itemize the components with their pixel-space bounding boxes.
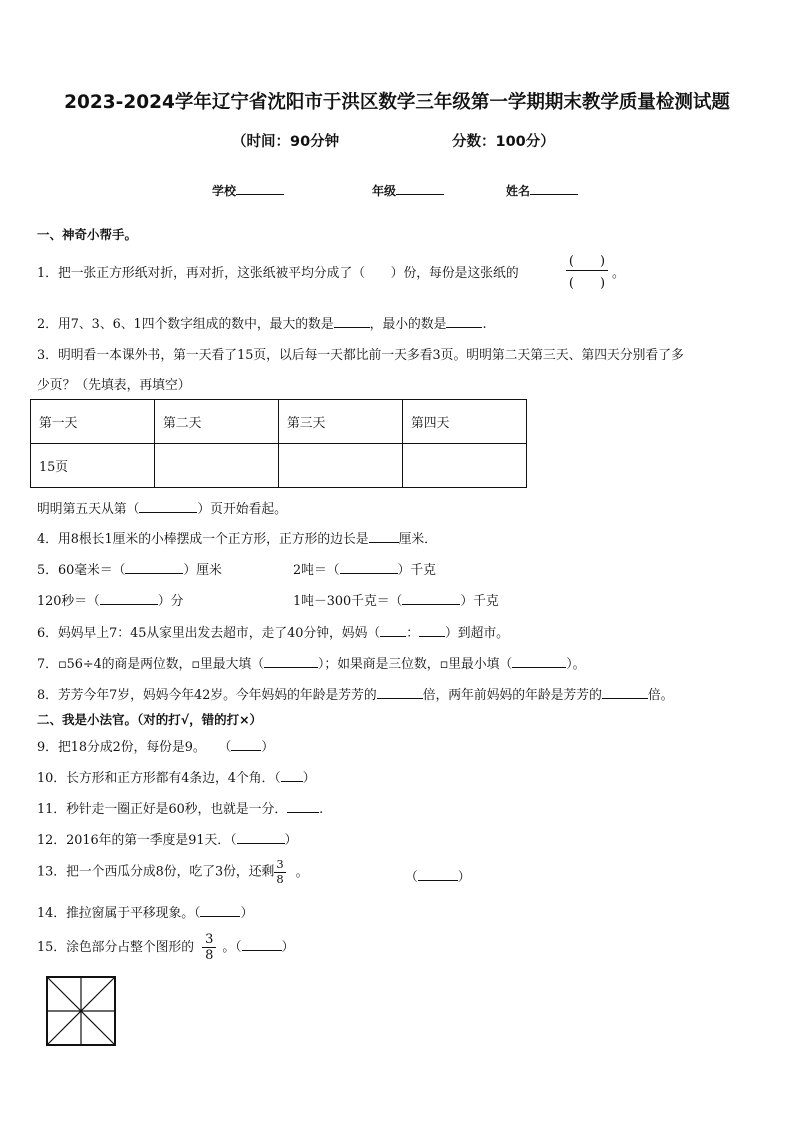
table-cell-day4[interactable] (403, 444, 527, 488)
q11-blank[interactable] (287, 800, 319, 813)
q15-frac-num: 3 (202, 932, 216, 948)
page-title: 2023-2024学年辽宁省沈阳市于洪区数学三年级第一学期期末教学质量检测试题 (64, 92, 730, 113)
q13-frac-den: 8 (276, 871, 284, 886)
q7-blank-min[interactable] (512, 655, 566, 668)
question-2 (37, 313, 487, 332)
q5-c2: ）分 (157, 594, 184, 609)
q6-b: ： (406, 626, 419, 641)
q6-blank-hour[interactable] (380, 624, 406, 637)
q10-blank[interactable] (281, 769, 303, 782)
table-row (31, 444, 527, 488)
question-7 (37, 653, 585, 672)
name-blank[interactable] (530, 182, 578, 195)
question-3-line2: 少页？（先填表，再填空） (37, 378, 191, 393)
question-1 (37, 262, 519, 281)
q1-end: 。 (612, 266, 625, 281)
name-label: 姓名 (506, 184, 531, 198)
q8-b: 倍，两年前妈妈的年龄是芳芳的 (422, 688, 602, 703)
table-cell-day3[interactable] (279, 444, 403, 488)
q13-blank[interactable] (418, 868, 458, 881)
q5-b2: ）千克 (397, 563, 436, 578)
q5-a2: ）厘米 (183, 563, 222, 578)
grade-label: 年级 (372, 184, 397, 198)
q14-a: 14．推拉窗属于平移现象。（ (37, 906, 201, 921)
q6-blank-minute[interactable] (419, 624, 445, 637)
q8-a: 8．芳芳今年7岁，妈妈今年42岁。今年妈妈的年龄是芳芳的 (37, 688, 377, 703)
q7-blank-max[interactable] (264, 655, 318, 668)
q3-after-a: 明明第五天从第（ (37, 502, 140, 517)
q5-c1: 120秒＝（ (37, 594, 100, 609)
q14-b: ） (240, 906, 254, 921)
name-field[interactable] (506, 182, 578, 199)
q5-b1: 2吨＝（ (293, 563, 340, 578)
table-cell-day1: 15页 (31, 444, 155, 488)
q8-c: 倍。 (647, 688, 674, 703)
q1-text: 1．把一张正方形纸对折，再对折，这张纸被平均分成了（ ）份，每份是这张纸的 (37, 266, 519, 281)
exam-score: 分数：100分） (452, 134, 555, 150)
reading-table (30, 399, 527, 488)
q2-text-c: . (482, 317, 487, 332)
q1-frac-bottom[interactable]: ( ) (568, 276, 606, 291)
q4-text-b: 厘米． (398, 532, 437, 547)
q6-a: 6．妈妈早上7：45从家里出发去超市，走了40分钟，妈妈（ (37, 626, 381, 641)
q4-blank[interactable] (369, 530, 399, 543)
question-4 (37, 528, 437, 547)
question-5b (293, 559, 436, 578)
q15-b: 。（ (222, 940, 242, 955)
q13-a: 13．把一个西瓜分成8份，吃了3份，还剩 (37, 864, 275, 880)
q8-blank-1[interactable] (377, 686, 423, 699)
q8-blank-2[interactable] (602, 686, 648, 699)
q5-d1: 1吨－300千克＝（ (293, 594, 403, 609)
question-12 (37, 829, 297, 848)
q2-blank-min[interactable] (446, 315, 482, 328)
q9-b: ） (261, 740, 275, 755)
school-blank[interactable] (236, 182, 284, 195)
question-8 (37, 684, 673, 703)
grade-field[interactable] (372, 182, 444, 199)
table-cell-day2[interactable] (155, 444, 279, 488)
q15-a: 15．涂色部分占整个图形的 (37, 940, 195, 955)
q4-text-a: 4．用8根长1厘米的小棒摆成一个正方形，正方形的边长是 (37, 532, 369, 547)
q12-blank[interactable] (237, 831, 285, 844)
q2-text-b: ，最小的数是 (369, 317, 447, 332)
q13-fraction (274, 858, 285, 886)
q5-a1: 5．60毫米＝（ (37, 563, 126, 578)
q2-blank-max[interactable] (334, 315, 370, 328)
q13-c: （ (405, 870, 418, 885)
exam-time: （时间：90分钟 (232, 134, 340, 150)
q12-b: ） (284, 833, 298, 848)
q13-d: ） (457, 870, 471, 885)
q11-a: 11．秒针走一圈正好是60秒，也就是一分． (37, 802, 288, 817)
question-15 (37, 932, 294, 963)
q15-blank[interactable] (242, 938, 282, 951)
table-header: 第二天 (155, 400, 279, 444)
grade-blank[interactable] (396, 182, 444, 195)
q7-a: 7．▫56÷4的商是两位数，▫里最大填（ (37, 657, 264, 672)
question-5c (37, 590, 183, 609)
q6-c: ）到超市。 (444, 626, 509, 641)
school-field[interactable] (212, 182, 284, 199)
q5-blank-a[interactable] (125, 561, 183, 574)
school-label: 学校 (212, 184, 237, 198)
question-3-line1: 3．明明看一本课外书，第一天看了15页，以后每一天都比前一天多看3页。明明第二天第三天、第四天分别看了多 (37, 348, 684, 363)
q10-a: 10．长方形和正方形都有4条边，4个角．（ (37, 771, 281, 786)
q10-b: ） (302, 771, 316, 786)
question-13-answer (405, 866, 471, 885)
q9-blank[interactable] (231, 738, 261, 751)
question-14 (37, 902, 253, 921)
question-5a (37, 559, 222, 578)
q1-fraction[interactable] (566, 250, 608, 291)
q15-frac-den: 8 (205, 948, 214, 963)
question-9 (37, 736, 274, 755)
q15-fraction (202, 932, 216, 963)
q15-square-figure (45, 975, 117, 1047)
table-header: 第四天 (403, 400, 527, 444)
q15-c: ） (281, 940, 295, 955)
table-header-row (31, 400, 527, 444)
q13-b: 。 (295, 864, 309, 880)
q5-blank-c[interactable] (100, 592, 158, 605)
q5-d2: ）千克 (460, 594, 499, 609)
section-1-heading: 一、神奇小帮手。 (37, 227, 138, 242)
q2-text-a: 2．用7、3、6、1四个数字组成的数中，最大的数是 (37, 317, 334, 332)
table-header: 第一天 (31, 400, 155, 444)
q7-c: ）。 (566, 657, 586, 672)
question-11 (37, 798, 323, 817)
q5-blank-b[interactable] (340, 561, 398, 574)
q9-a: 9．把18分成2份，每份是9。 （ (37, 740, 232, 755)
q3-blank[interactable] (139, 500, 197, 513)
section-2-heading: 二、我是小法官。（对的打√，错的打×） (37, 712, 263, 727)
q3-after-b: ）页开始看起。 (197, 502, 287, 517)
q1-frac-top[interactable]: ( ) (568, 254, 606, 269)
question-10 (37, 767, 316, 786)
q13-frac-num: 3 (276, 857, 284, 871)
q14-blank[interactable] (200, 904, 240, 917)
table-header: 第三天 (279, 400, 403, 444)
q11-b: . (319, 802, 324, 817)
q7-b: ）；如果商是三位数，▫里最小填（ (318, 657, 513, 672)
q12-a: 12．2016年的第一季度是91天．（ (37, 833, 237, 848)
question-6 (37, 622, 509, 641)
q5-blank-d[interactable] (402, 592, 460, 605)
question-13 (37, 858, 308, 886)
question-3-followup (37, 498, 287, 517)
question-5d (293, 590, 499, 609)
